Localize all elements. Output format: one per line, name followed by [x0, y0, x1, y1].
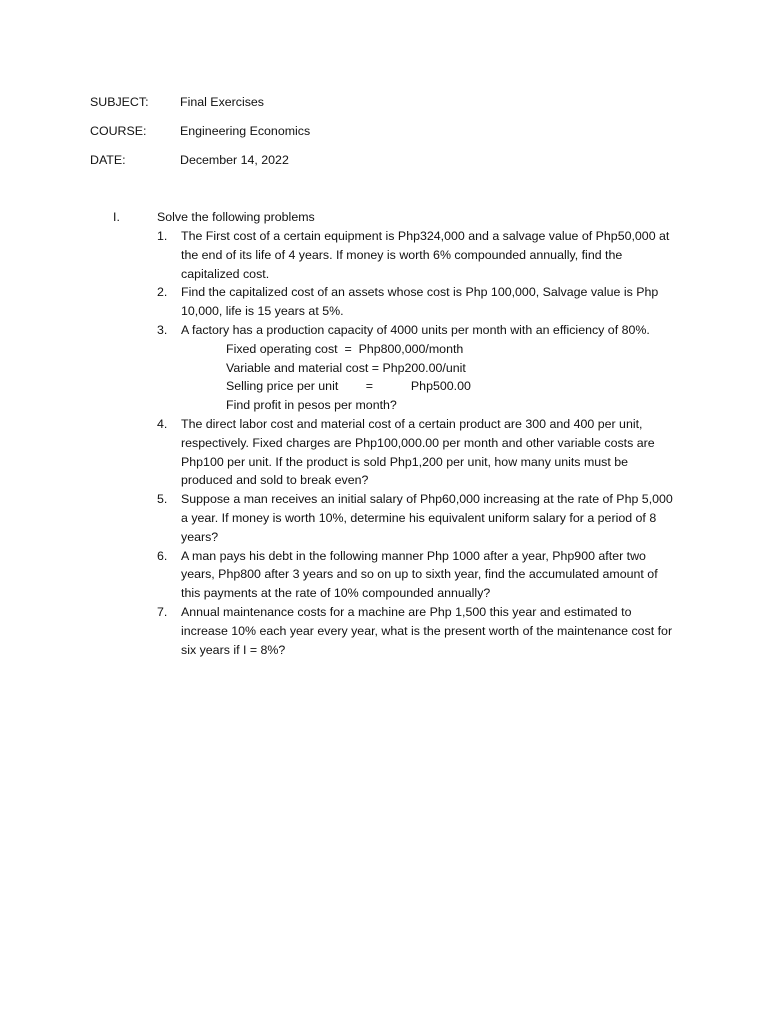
- problem-number: 6.: [157, 548, 168, 563]
- course-value: Engineering Economics: [180, 124, 311, 138]
- subject-value: Final Exercises: [180, 95, 265, 109]
- variable-cost-line: Variable and material cost = Php200.00/unit: [226, 360, 466, 375]
- problem-number: 2.: [157, 285, 168, 300]
- problem-number: 3.: [157, 322, 168, 337]
- problem-text: Find the capitalized cost of an assets whose cost is Php 100,000, Salvage value is Php 10,000, life is 15 years at 5%.: [181, 285, 659, 319]
- question-line: Find profit in pesos per month?: [226, 398, 397, 413]
- problem-number: 7.: [157, 604, 168, 619]
- list-item: [157, 415, 679, 490]
- problem-text: A man pays his debt in the following manner Php 1000 after a year, Php900 after two years, Php800 after 3 years and so on up to sixth year, find the accumulated amount of this payments at the rate of 10% compounded annually?: [181, 548, 658, 601]
- list-item: [157, 321, 679, 415]
- section-number: I.: [113, 210, 120, 224]
- problem-text: Annual maintenance costs for a machine are Php 1,500 this year and estimated to increase 10% each year every year, what is the present worth of the maintenance cost for six years if I = 8%?: [181, 604, 673, 657]
- problem-number: 5.: [157, 492, 168, 507]
- problem-list: [157, 227, 679, 659]
- problem-given-values: [181, 340, 679, 415]
- problem-number: 1.: [157, 229, 168, 243]
- selling-price-line: Selling price per unit = Php500.00: [226, 379, 471, 394]
- list-item: [157, 547, 679, 603]
- section-title: Solve the following problems: [157, 210, 315, 224]
- date-value: December 14, 2022: [180, 153, 289, 167]
- fixed-cost-line: Fixed operating cost = Php800,000/month: [226, 341, 464, 356]
- course-label: COURSE:: [90, 124, 147, 138]
- problem-text: A factory has a production capacity of 4000 units per month with an efficiency of 80%.: [181, 322, 650, 337]
- list-item: [157, 283, 679, 321]
- problem-text: The First cost of a certain equipment is Php324,000 and a salvage value of Php50,000 at the end of its life of 4 years. If money is worth 6% compounded annually, find the capitalized cost.: [181, 229, 670, 281]
- problem-number: 4.: [157, 416, 168, 431]
- subject-label: SUBJECT:: [90, 95, 149, 109]
- list-item: [157, 490, 679, 546]
- problem-text: The direct labor cost and material cost of a certain product are 300 and 400 per unit, respectively. Fixed charges are Php100,000.00 per month and other variable costs are Php100 per unit. If the product is sold Php1,200 per unit, how many units must be produced and sold to break even?: [181, 416, 655, 488]
- list-item: [157, 603, 679, 659]
- date-label: DATE:: [90, 153, 126, 167]
- list-item: [157, 227, 679, 283]
- problem-text: Suppose a man receives an initial salary of Php60,000 increasing at the rate of Php 5,000 a year. If money is worth 10%, determine his equivalent uniform salary for a period of 8 years?: [181, 492, 673, 544]
